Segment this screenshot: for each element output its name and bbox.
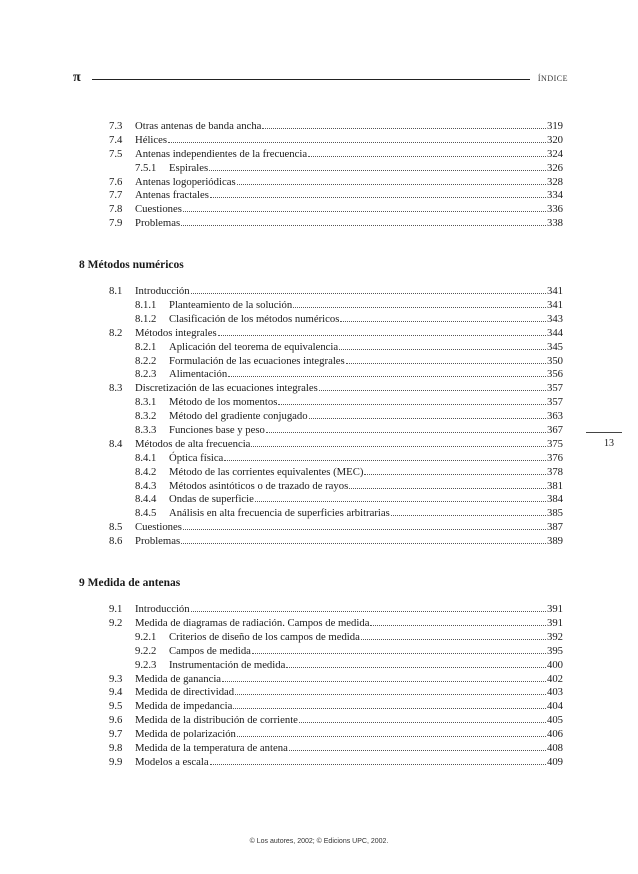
toc-entry-title: Aplicación del teorema de equivalencia bbox=[169, 340, 339, 353]
toc-entry-title: Cuestiones bbox=[135, 203, 182, 216]
toc-entry-title: Método de los momentos bbox=[169, 396, 278, 409]
toc-entry-title: Discretización de las ecuaciones integrales bbox=[135, 382, 318, 395]
toc-entry-page: 341 bbox=[546, 285, 563, 298]
toc-entry-page: 363 bbox=[546, 410, 563, 423]
toc-section-entry[interactable] bbox=[79, 617, 563, 631]
toc-entry-title: Modelos a escala bbox=[135, 755, 209, 768]
toc-entry-title: Medida de la temperatura de antena bbox=[135, 741, 288, 754]
dot-leader bbox=[349, 488, 546, 489]
header-rule bbox=[92, 79, 530, 80]
toc-subsection-entry[interactable] bbox=[79, 631, 563, 645]
toc-entry-number: 8.2.3 bbox=[135, 368, 157, 381]
dot-leader bbox=[255, 501, 546, 502]
toc-entry-page: 320 bbox=[546, 133, 563, 146]
toc-subsection-entry[interactable] bbox=[79, 480, 563, 494]
toc-entry-number: 9.2.2 bbox=[135, 644, 157, 657]
toc-entry-title: Cuestiones bbox=[135, 521, 182, 534]
toc-section-entry[interactable] bbox=[79, 217, 563, 231]
toc-entry-number: 8.4.3 bbox=[135, 479, 157, 492]
dot-leader bbox=[181, 225, 546, 226]
toc-entry-title: Medida de directividad bbox=[135, 686, 235, 699]
dot-leader bbox=[266, 432, 546, 433]
toc-section-entry[interactable] bbox=[79, 700, 563, 714]
toc-entry-title: Análisis en alta frecuencia de superficies arbitrarias bbox=[169, 507, 390, 520]
toc-entry-number: 9.2.3 bbox=[135, 658, 157, 671]
dot-leader bbox=[278, 404, 546, 405]
toc-entry-page: 338 bbox=[546, 217, 563, 230]
toc-section-entry[interactable] bbox=[79, 189, 563, 203]
toc-section-entry[interactable] bbox=[79, 176, 563, 190]
toc-entry-number: 8.1.2 bbox=[135, 312, 157, 325]
dot-leader bbox=[183, 529, 546, 530]
toc-subsection-entry[interactable] bbox=[79, 452, 563, 466]
dot-leader bbox=[191, 611, 546, 612]
toc-section-entry[interactable] bbox=[79, 686, 563, 700]
toc-entry-number: 8.4.5 bbox=[135, 507, 157, 520]
toc-subsection-entry[interactable] bbox=[79, 645, 563, 659]
toc-entry-page: 392 bbox=[546, 630, 563, 643]
toc-entry-title: Medida de polarización bbox=[135, 728, 236, 741]
toc-entry-page: 334 bbox=[546, 189, 563, 202]
toc-section-entry[interactable] bbox=[79, 714, 563, 728]
toc-entry-title: Clasificación de los métodos numéricos bbox=[169, 312, 340, 325]
toc-entry-number: 8.3.1 bbox=[135, 396, 157, 409]
dot-leader bbox=[168, 142, 546, 143]
toc-subsection-entry[interactable] bbox=[79, 659, 563, 673]
toc-entry-number: 7.4 bbox=[109, 133, 123, 146]
toc-entry-page: 350 bbox=[546, 354, 563, 367]
dot-leader bbox=[262, 128, 546, 129]
toc-section-entry[interactable] bbox=[79, 728, 563, 742]
dot-leader bbox=[289, 750, 546, 751]
dot-leader bbox=[346, 363, 546, 364]
toc-entry-number: 7.5.1 bbox=[135, 161, 157, 174]
toc-entry-page: 391 bbox=[546, 603, 563, 616]
toc-entry-title: Funciones base y peso bbox=[169, 424, 265, 437]
toc-section-entry[interactable] bbox=[79, 327, 563, 341]
toc-subsection-entry[interactable] bbox=[79, 507, 563, 521]
toc-entry-number: 8.4 bbox=[109, 437, 123, 450]
toc-entry-title: Medida de impedancia bbox=[135, 700, 233, 713]
toc-entry-page: 326 bbox=[546, 161, 563, 174]
dot-leader bbox=[181, 543, 546, 544]
toc-entry-number: 9.6 bbox=[109, 714, 123, 727]
toc-entry-number: 8.4.1 bbox=[135, 451, 157, 464]
toc-entry-number: 9.7 bbox=[109, 728, 123, 741]
dot-leader bbox=[339, 349, 546, 350]
toc-entry-page: 403 bbox=[546, 686, 563, 699]
toc-entry-title: Criterios de diseño de los campos de medida bbox=[169, 630, 360, 643]
toc-subsection-entry[interactable] bbox=[79, 466, 563, 480]
toc-entry-title: Medida de ganancia bbox=[135, 672, 222, 685]
toc-entry-title: Espirales bbox=[169, 161, 209, 174]
toc-section-entry[interactable] bbox=[79, 535, 563, 549]
dot-leader bbox=[252, 653, 546, 654]
toc-entry-page: 406 bbox=[546, 728, 563, 741]
dot-leader bbox=[309, 418, 546, 419]
toc-entry-page: 341 bbox=[546, 299, 563, 312]
toc-section-entry[interactable] bbox=[79, 742, 563, 756]
toc-entry-page: 343 bbox=[546, 312, 563, 325]
toc-entry-number: 8.1 bbox=[109, 285, 123, 298]
dot-leader bbox=[251, 446, 546, 447]
toc-entry-page: 345 bbox=[546, 340, 563, 353]
dot-leader bbox=[286, 667, 546, 668]
toc-section-entry[interactable] bbox=[79, 203, 563, 217]
toc-entry-page: 395 bbox=[546, 644, 563, 657]
toc-section-entry[interactable] bbox=[79, 603, 563, 617]
toc-entry-number: 7.8 bbox=[109, 203, 123, 216]
toc-entry-number: 8.1.1 bbox=[135, 299, 157, 312]
toc-entry-number: 9.9 bbox=[109, 755, 123, 768]
header-logo-mark: π bbox=[73, 70, 81, 85]
toc-entry-page: 408 bbox=[546, 741, 563, 754]
toc-entry-page: 376 bbox=[546, 451, 563, 464]
dot-leader bbox=[210, 197, 546, 198]
toc-entry-number: 8.3 bbox=[109, 382, 123, 395]
dot-leader bbox=[183, 211, 546, 212]
toc-entry-number: 8.2.2 bbox=[135, 354, 157, 367]
dot-leader bbox=[361, 639, 546, 640]
toc-entry-number: 9.2 bbox=[109, 616, 123, 629]
toc-entry-number: 8.3.3 bbox=[135, 424, 157, 437]
dot-leader bbox=[370, 625, 546, 626]
toc-entry-number: 8.6 bbox=[109, 535, 123, 548]
dot-leader bbox=[191, 293, 546, 294]
toc-entry-page: 375 bbox=[546, 437, 563, 450]
toc-subsection-entry[interactable] bbox=[79, 368, 563, 382]
toc-entry-number: 8.4.2 bbox=[135, 465, 157, 478]
toc-entry-number: 9.1 bbox=[109, 603, 123, 616]
toc-entry-page: 409 bbox=[546, 755, 563, 768]
toc-entry-title: Medida de la distribución de corriente bbox=[135, 714, 298, 727]
toc-entry-number: 9.3 bbox=[109, 672, 123, 685]
toc-section-entry[interactable] bbox=[79, 756, 563, 770]
toc-entry-title: Problemas bbox=[135, 217, 181, 230]
toc-entry-page: 357 bbox=[546, 382, 563, 395]
toc-entry-title: Antenas independientes de la frecuencia bbox=[135, 147, 308, 160]
toc-entry-title: Métodos integrales bbox=[135, 326, 217, 339]
toc-entry-title: Introducción bbox=[135, 285, 190, 298]
toc-section-entry[interactable] bbox=[79, 521, 563, 535]
toc-entry-title: Ondas de superficie bbox=[169, 493, 254, 506]
toc-section-entry[interactable] bbox=[79, 120, 563, 134]
dot-leader bbox=[340, 321, 546, 322]
toc-subsection-entry[interactable] bbox=[79, 493, 563, 507]
toc-entry-page: 357 bbox=[546, 396, 563, 409]
dot-leader bbox=[308, 156, 546, 157]
dot-leader bbox=[210, 764, 546, 765]
toc-entry-page: 336 bbox=[546, 203, 563, 216]
toc-entry-title: Introducción bbox=[135, 603, 190, 616]
dot-leader bbox=[237, 736, 546, 737]
toc-subsection-entry[interactable] bbox=[79, 410, 563, 424]
chapter-heading[interactable]: 9 Medida de antenas bbox=[79, 577, 181, 590]
toc-section-entry[interactable] bbox=[79, 438, 563, 452]
toc-entry-number: 7.9 bbox=[109, 217, 123, 230]
toc-subsection-entry[interactable] bbox=[79, 424, 563, 438]
page-number: 13 bbox=[604, 438, 614, 449]
toc-entry-title: Método del gradiente conjugado bbox=[169, 410, 308, 423]
toc-entry-title: Antenas fractales bbox=[135, 189, 209, 202]
dot-leader bbox=[319, 390, 546, 391]
toc-entry-title: Campos de medida bbox=[169, 644, 251, 657]
dot-leader bbox=[218, 335, 546, 336]
dot-leader bbox=[391, 515, 546, 516]
toc-subsection-entry[interactable] bbox=[79, 341, 563, 355]
toc-entry-number: 9.5 bbox=[109, 700, 123, 713]
toc-subsection-entry[interactable] bbox=[79, 355, 563, 369]
dot-leader bbox=[235, 694, 546, 695]
toc-entry-number: 8.5 bbox=[109, 521, 123, 534]
toc-entry-page: 391 bbox=[546, 616, 563, 629]
toc-entry-page: 344 bbox=[546, 326, 563, 339]
toc-entry-number: 8.2 bbox=[109, 326, 123, 339]
side-rule bbox=[586, 432, 622, 433]
toc-entry-page: 356 bbox=[546, 368, 563, 381]
toc-entry-page: 400 bbox=[546, 658, 563, 671]
toc-subsection-entry[interactable] bbox=[79, 162, 563, 176]
toc-entry-title: Métodos asintóticos o de trazado de rayos bbox=[169, 479, 349, 492]
toc-entry-page: 378 bbox=[546, 465, 563, 478]
toc-entry-number: 7.5 bbox=[109, 147, 123, 160]
toc-entry-title: Métodos de alta frecuencia bbox=[135, 437, 251, 450]
toc-entry-page: 367 bbox=[546, 424, 563, 437]
toc-entry-title: Medida de diagramas de radiación. Campos de medida bbox=[135, 616, 370, 629]
dot-leader bbox=[237, 184, 546, 185]
toc-entry-page: 402 bbox=[546, 672, 563, 685]
toc-entry-title: Planteamiento de la solución bbox=[169, 299, 293, 312]
toc-subsection-entry[interactable] bbox=[79, 299, 563, 313]
toc-entry-page: 385 bbox=[546, 507, 563, 520]
toc-entry-title: Otras antenas de banda ancha bbox=[135, 120, 262, 132]
toc-entry-page: 387 bbox=[546, 521, 563, 534]
toc-entry-title: Antenas logoperiódicas bbox=[135, 175, 236, 188]
toc-subsection-entry[interactable] bbox=[79, 396, 563, 410]
toc-entry-number: 8.2.1 bbox=[135, 340, 157, 353]
copyright-footer: © Los autores, 2002; © Edicions UPC, 2002. bbox=[249, 838, 389, 845]
dot-leader bbox=[364, 474, 546, 475]
toc-entry-page: 319 bbox=[546, 120, 563, 132]
toc-entry-number: 9.2.1 bbox=[135, 630, 157, 643]
toc-section-entry[interactable] bbox=[79, 148, 563, 162]
toc-entry-title: Instrumentación de medida bbox=[169, 658, 286, 671]
toc-entry-number: 7.6 bbox=[109, 175, 123, 188]
dot-leader bbox=[222, 681, 546, 682]
toc-entry-title: Óptica física bbox=[169, 451, 224, 464]
toc-entry-title: Formulación de las ecuaciones integrales bbox=[169, 354, 345, 367]
toc-entry-title: Método de las corrientes equivalentes (MEC) bbox=[169, 465, 364, 478]
toc-entry-page: 389 bbox=[546, 535, 563, 548]
header-section-label: ÍNDICE bbox=[537, 74, 568, 83]
toc-entry-page: 324 bbox=[546, 147, 563, 160]
toc-entry-number: 8.4.4 bbox=[135, 493, 157, 506]
dot-leader bbox=[224, 460, 546, 461]
toc-section-entry[interactable] bbox=[79, 285, 563, 299]
toc-entry-title: Hélices bbox=[135, 133, 168, 146]
toc-section-entry[interactable] bbox=[79, 382, 563, 396]
toc-entry-page: 404 bbox=[546, 700, 563, 713]
toc-section-entry[interactable] bbox=[79, 673, 563, 687]
toc-entry-number: 7.3 bbox=[109, 120, 123, 132]
toc-subsection-entry[interactable] bbox=[79, 313, 563, 327]
toc-entry-page: 381 bbox=[546, 479, 563, 492]
dot-leader bbox=[293, 307, 546, 308]
toc-entry-number: 7.7 bbox=[109, 189, 123, 202]
dot-leader bbox=[228, 376, 546, 377]
toc-entry-title: Problemas bbox=[135, 535, 181, 548]
toc-entry-number: 9.4 bbox=[109, 686, 123, 699]
toc-section-entry[interactable] bbox=[79, 134, 563, 148]
chapter-heading[interactable]: 8 Métodos numéricos bbox=[79, 259, 184, 272]
table-of-contents bbox=[79, 120, 563, 770]
dot-leader bbox=[299, 722, 546, 723]
toc-entry-number: 8.3.2 bbox=[135, 410, 157, 423]
toc-entry-page: 405 bbox=[546, 714, 563, 727]
toc-entry-page: 328 bbox=[546, 175, 563, 188]
toc-entry-page: 384 bbox=[546, 493, 563, 506]
toc-entry-title: Alimentación bbox=[169, 368, 228, 381]
toc-entry-number: 9.8 bbox=[109, 741, 123, 754]
dot-leader bbox=[233, 708, 546, 709]
dot-leader bbox=[209, 170, 546, 171]
